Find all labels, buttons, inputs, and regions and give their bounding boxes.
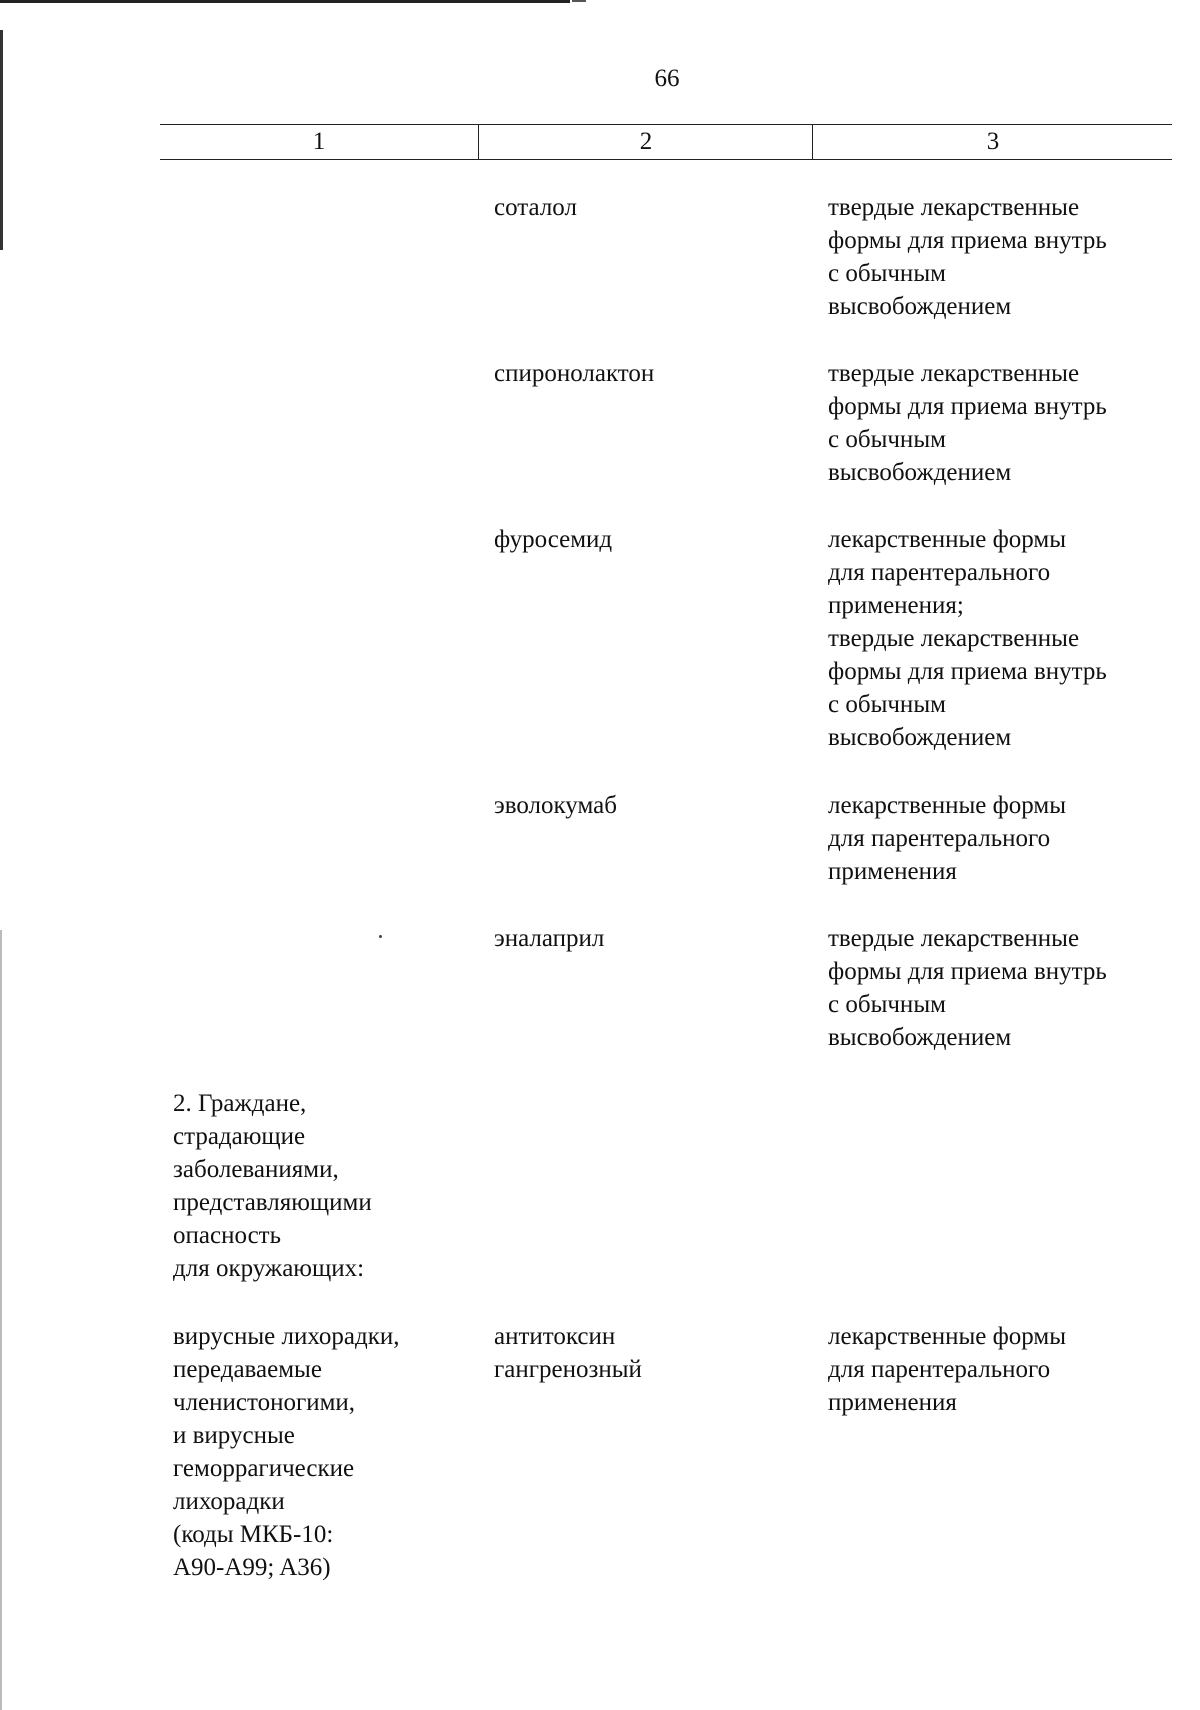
table-row-drug: соталол xyxy=(494,194,577,221)
table-header-col-3: 3 xyxy=(812,125,1173,159)
page-number: 66 xyxy=(654,65,680,92)
table-row-drug: фуросемид xyxy=(494,526,613,553)
scan-artifact-top-line xyxy=(0,0,570,3)
table-row-dosage-form: лекарственные формы для парентерального применения xyxy=(828,1323,1067,1416)
table-row-drug: антитоксин гангренозный xyxy=(494,1323,642,1383)
table-row-dosage-form: твердые лекарственные формы для приема внутрь с обычным высвобождением xyxy=(828,925,1107,1051)
scan-artifact-left-edge-faint xyxy=(0,930,2,1710)
scan-artifact-top-line-fragment xyxy=(572,0,586,2)
scan-artifact-left-edge xyxy=(0,30,3,250)
section-heading-category-2: 2. Граждане, страдающие заболеваниями, представляющими опасность для окружающих: xyxy=(173,1090,372,1282)
table-header-row xyxy=(160,124,1172,160)
scan-artifact-dot xyxy=(379,935,382,938)
table-row-drug: спиронолактон xyxy=(494,360,655,387)
table-row-dosage-form: твердые лекарственные формы для приема внутрь с обычным высвобождением xyxy=(828,360,1107,486)
table-row-disease: вирусные лихорадки, передаваемые членистоногими, и вирусные геморрагические лихорадки (коды МКБ-10: A90-A99; A36) xyxy=(173,1323,400,1581)
table-header-col-2: 2 xyxy=(478,125,813,159)
table-row-drug: эналаприл xyxy=(494,925,605,952)
table-row-dosage-form: лекарственные формы для парентерального применения xyxy=(828,792,1067,885)
table-row-drug: эволокумаб xyxy=(494,792,617,819)
table-header-col-1: 1 xyxy=(312,128,326,155)
table-row-dosage-form: твердые лекарственные формы для приема внутрь с обычным высвобождением xyxy=(828,194,1107,320)
table-row-dosage-form: лекарственные формы для парентерального применения; твердые лекарственные формы для приема внутрь с обычным высвобождением xyxy=(828,526,1107,751)
